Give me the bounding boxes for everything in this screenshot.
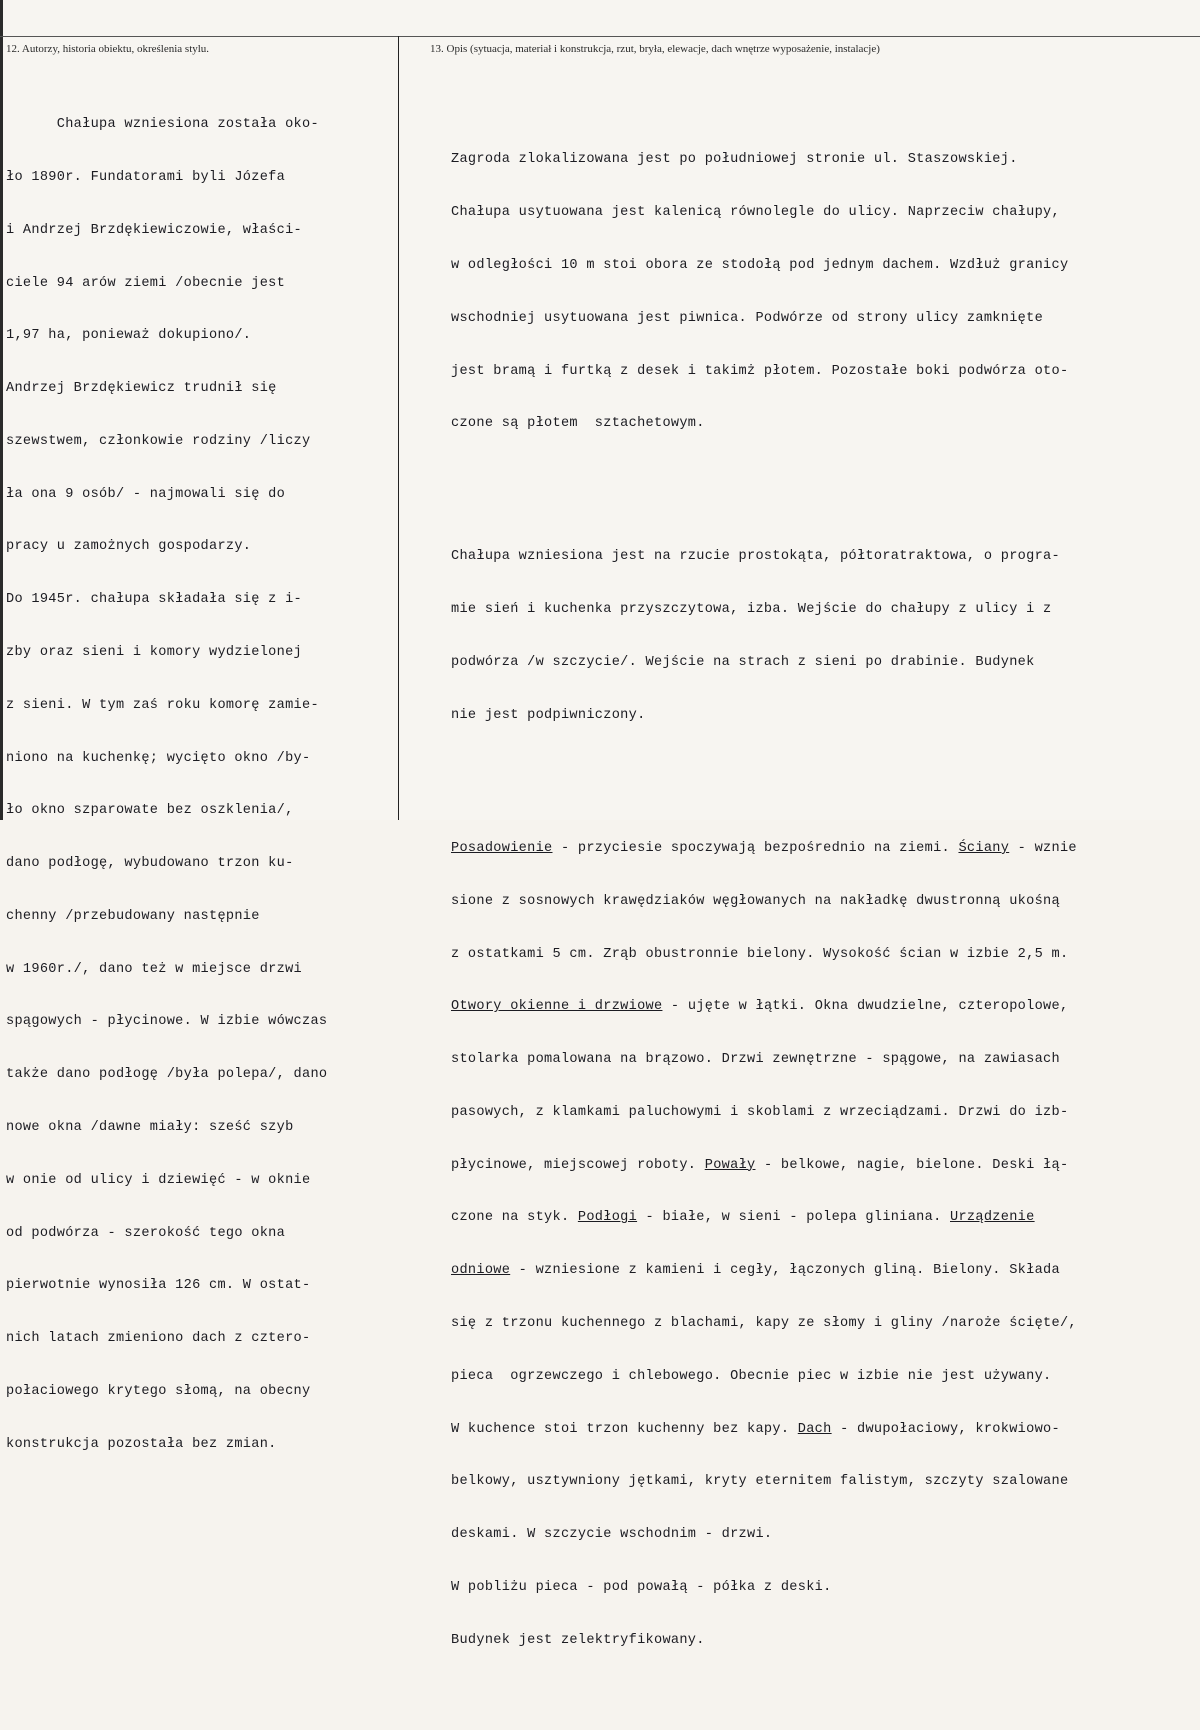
text-line: dano podłogę, wybudowano trzon ku- [6,856,294,872]
text-line: ło 1890r. Fundatorami byli Józefa [6,169,286,185]
text-line: się z trzonu kuchennego z blachami, kapy ze słomy i gliny /naroże ścięte/, [451,1315,1077,1331]
text-span: - ujęte w łątki. Okna dwudzielne, czteropolowe, [662,999,1069,1015]
text-line: ciele 94 arów ziemi /obecnie jest [6,275,286,291]
text-line [451,1421,1077,1439]
text-line: i Andrzej Brzdękiewiczowie, właści- [6,222,303,238]
text-line: pierwotnie wynosiła 126 cm. W ostat- [6,1278,311,1294]
text-line: sione z sosnowych krawędziaków węgłowanych na nakładkę dwustronną ukośną [451,893,1060,909]
text-line: z ostatkami 5 cm. Zrąb obustronnie bielony. Wysokość ścian w izbie 2,5 m. [451,946,1069,962]
text-line: konstrukcja pozostała bez zmian. [6,1436,277,1452]
text-line: Budynek jest zelektryfikowany. [451,1632,705,1648]
text-span: czone na styk. [451,1210,578,1226]
text-line: 1,97 ha, ponieważ dokupiono/. [6,328,252,344]
text-line: ła ona 9 osób/ - najmowali się do [6,486,286,502]
text-line [451,840,1077,858]
text-line: belkowy, usztywniony jętkami, kryty eternitem falistym, szczyty szalowane [451,1474,1069,1490]
text-line: ło okno szparowate bez oszklenia/, [6,803,294,819]
text-line: Chałupa wzniesiona została oko- [6,117,319,133]
term-podlogi: Podłogi [577,1210,638,1226]
text-span: - wznie [1009,840,1077,856]
page-edge [0,0,3,820]
column-divider [398,36,399,820]
text-span: płycinowe, miejscowej roboty. [451,1157,705,1173]
text-span: - wzniesione z kamieni i cegły, łączonych gliną. Bielony. Składa [510,1263,1060,1279]
text-line: pracy u zamożnych gospodarzy. [6,539,252,555]
text-line [451,1209,1077,1227]
text-line [451,1157,1077,1175]
construction-paragraph [451,805,1077,1685]
text-line: Chałupa usytuowana jest kalenicą równolegle do ulicy. Naprzeciw chałupy, [451,205,1060,221]
text-line: połaciowego krytego słomą, na obecny [6,1383,311,1399]
text-line: deskami. W szczycie wschodnim - drzwi. [451,1527,773,1543]
term-sciany: Ściany [958,840,1010,856]
text-line: w 1960r./, dano też w miejsce drzwi [6,961,303,977]
section-13-heading: 13. Opis (sytuacja, materiał i konstrukcja, rzut, bryła, elewacje, dach wnętrze wyposażenie, instalacje) [430,43,880,55]
history-text [6,81,327,1489]
text-line: pasowych, z klamkami paluchowymi i skoblami z wrzeciądzami. Drzwi do izb- [451,1104,1069,1120]
text-span: - belkowe, nagie, bielone. Deski łą- [755,1157,1069,1173]
text-line: Do 1945r. chałupa składała się z i- [6,592,303,608]
term-urzadzenie: Urządzenie [950,1210,1035,1226]
text-line: chenny /przebudowany następnie [6,908,260,924]
term-odniowe: odniowe [451,1263,511,1279]
text-line: z sieni. W tym zaś roku komorę zamie- [6,697,319,713]
text-line: niono na kuchenkę; wycięto okno /by- [6,750,311,766]
text-line: Zagroda zlokalizowana jest po południowej stronie ul. Staszowskiej. [451,152,1018,168]
text-line [451,998,1077,1016]
term-otwory: Otwory okienne i drzwiowe [451,999,663,1015]
text-line: podwórza /w szczycie/. Wejście na strach z sieni po drabinie. Budynek [451,655,1035,670]
text-line: nich latach zmieniono dach z cztero- [6,1331,311,1347]
text-line: spągowych - płycinowe. W izbie wówczas [6,1014,328,1030]
text-line: w onie od ulicy i dziewięć - w oknie [6,1172,311,1188]
text-line: mie sień i kuchenka przyszczytowa, izba. Wejście do chałupy z ulicy i z [451,602,1052,618]
term-posadowienie: Posadowienie [451,840,553,856]
text-span: W kuchence stoi trzon kuchenny bez kapy. [451,1421,798,1437]
term-dach: Dach [797,1421,832,1437]
location-paragraph [451,116,1077,468]
text-line: także dano podłogę /była polepa/, dano [6,1067,328,1083]
section-12-heading: 12. Autorzy, historia obiektu, określenia stylu. [6,43,210,55]
plan-paragraph [451,513,1077,759]
text-line: w odległości 10 m stoi obora ze stodołą pod jednym dachem. Wzdłuż granicy [451,257,1069,273]
description-text [451,81,1077,1730]
text-line: Andrzej Brzdękiewicz trudnił się [6,381,277,397]
text-span: - białe, w sieni - polepa gliniana. [637,1210,951,1226]
text-line: W pobliżu pieca - pod powałą - półka z deski. [451,1579,832,1595]
text-span: - przyciesie spoczywają bezpośrednio na ziemi. [552,840,959,856]
text-line: nie jest podpiwniczony. [451,707,646,723]
text-line [451,1262,1077,1280]
text-line: Chałupa wzniesiona jest na rzucie prostokąta, półtoratraktowa, o progra- [451,549,1060,565]
text-line: pieca ogrzewczego i chlebowego. Obecnie piec w izbie nie jest używany. [451,1368,1052,1384]
text-line: szewstwem, członkowie rodziny /liczy [6,433,311,449]
text-line: stolarka pomalowana na brązowo. Drzwi zewnętrzne - spągowe, na zawiasach [451,1052,1060,1068]
text-line: zby oraz sieni i komory wydzielonej [6,645,303,660]
text-line: od podwórza - szerokość tego okna [6,1225,286,1241]
text-span: - dwupołaciowy, krokwiowo- [831,1421,1060,1437]
header-rule [0,36,1200,37]
text-line: wschodniej usytuowana jest piwnica. Podwórze od strony ulicy zamknięte [451,310,1044,326]
text-line: jest bramą i furtką z desek i takimż płotem. Pozostałe boki podwórza oto- [451,363,1069,379]
text-line: nowe okna /dawne miały: sześć szyb [6,1120,294,1136]
text-line: czone są płotem sztachetowym. [451,416,705,432]
term-powaly: Powały [704,1157,756,1173]
